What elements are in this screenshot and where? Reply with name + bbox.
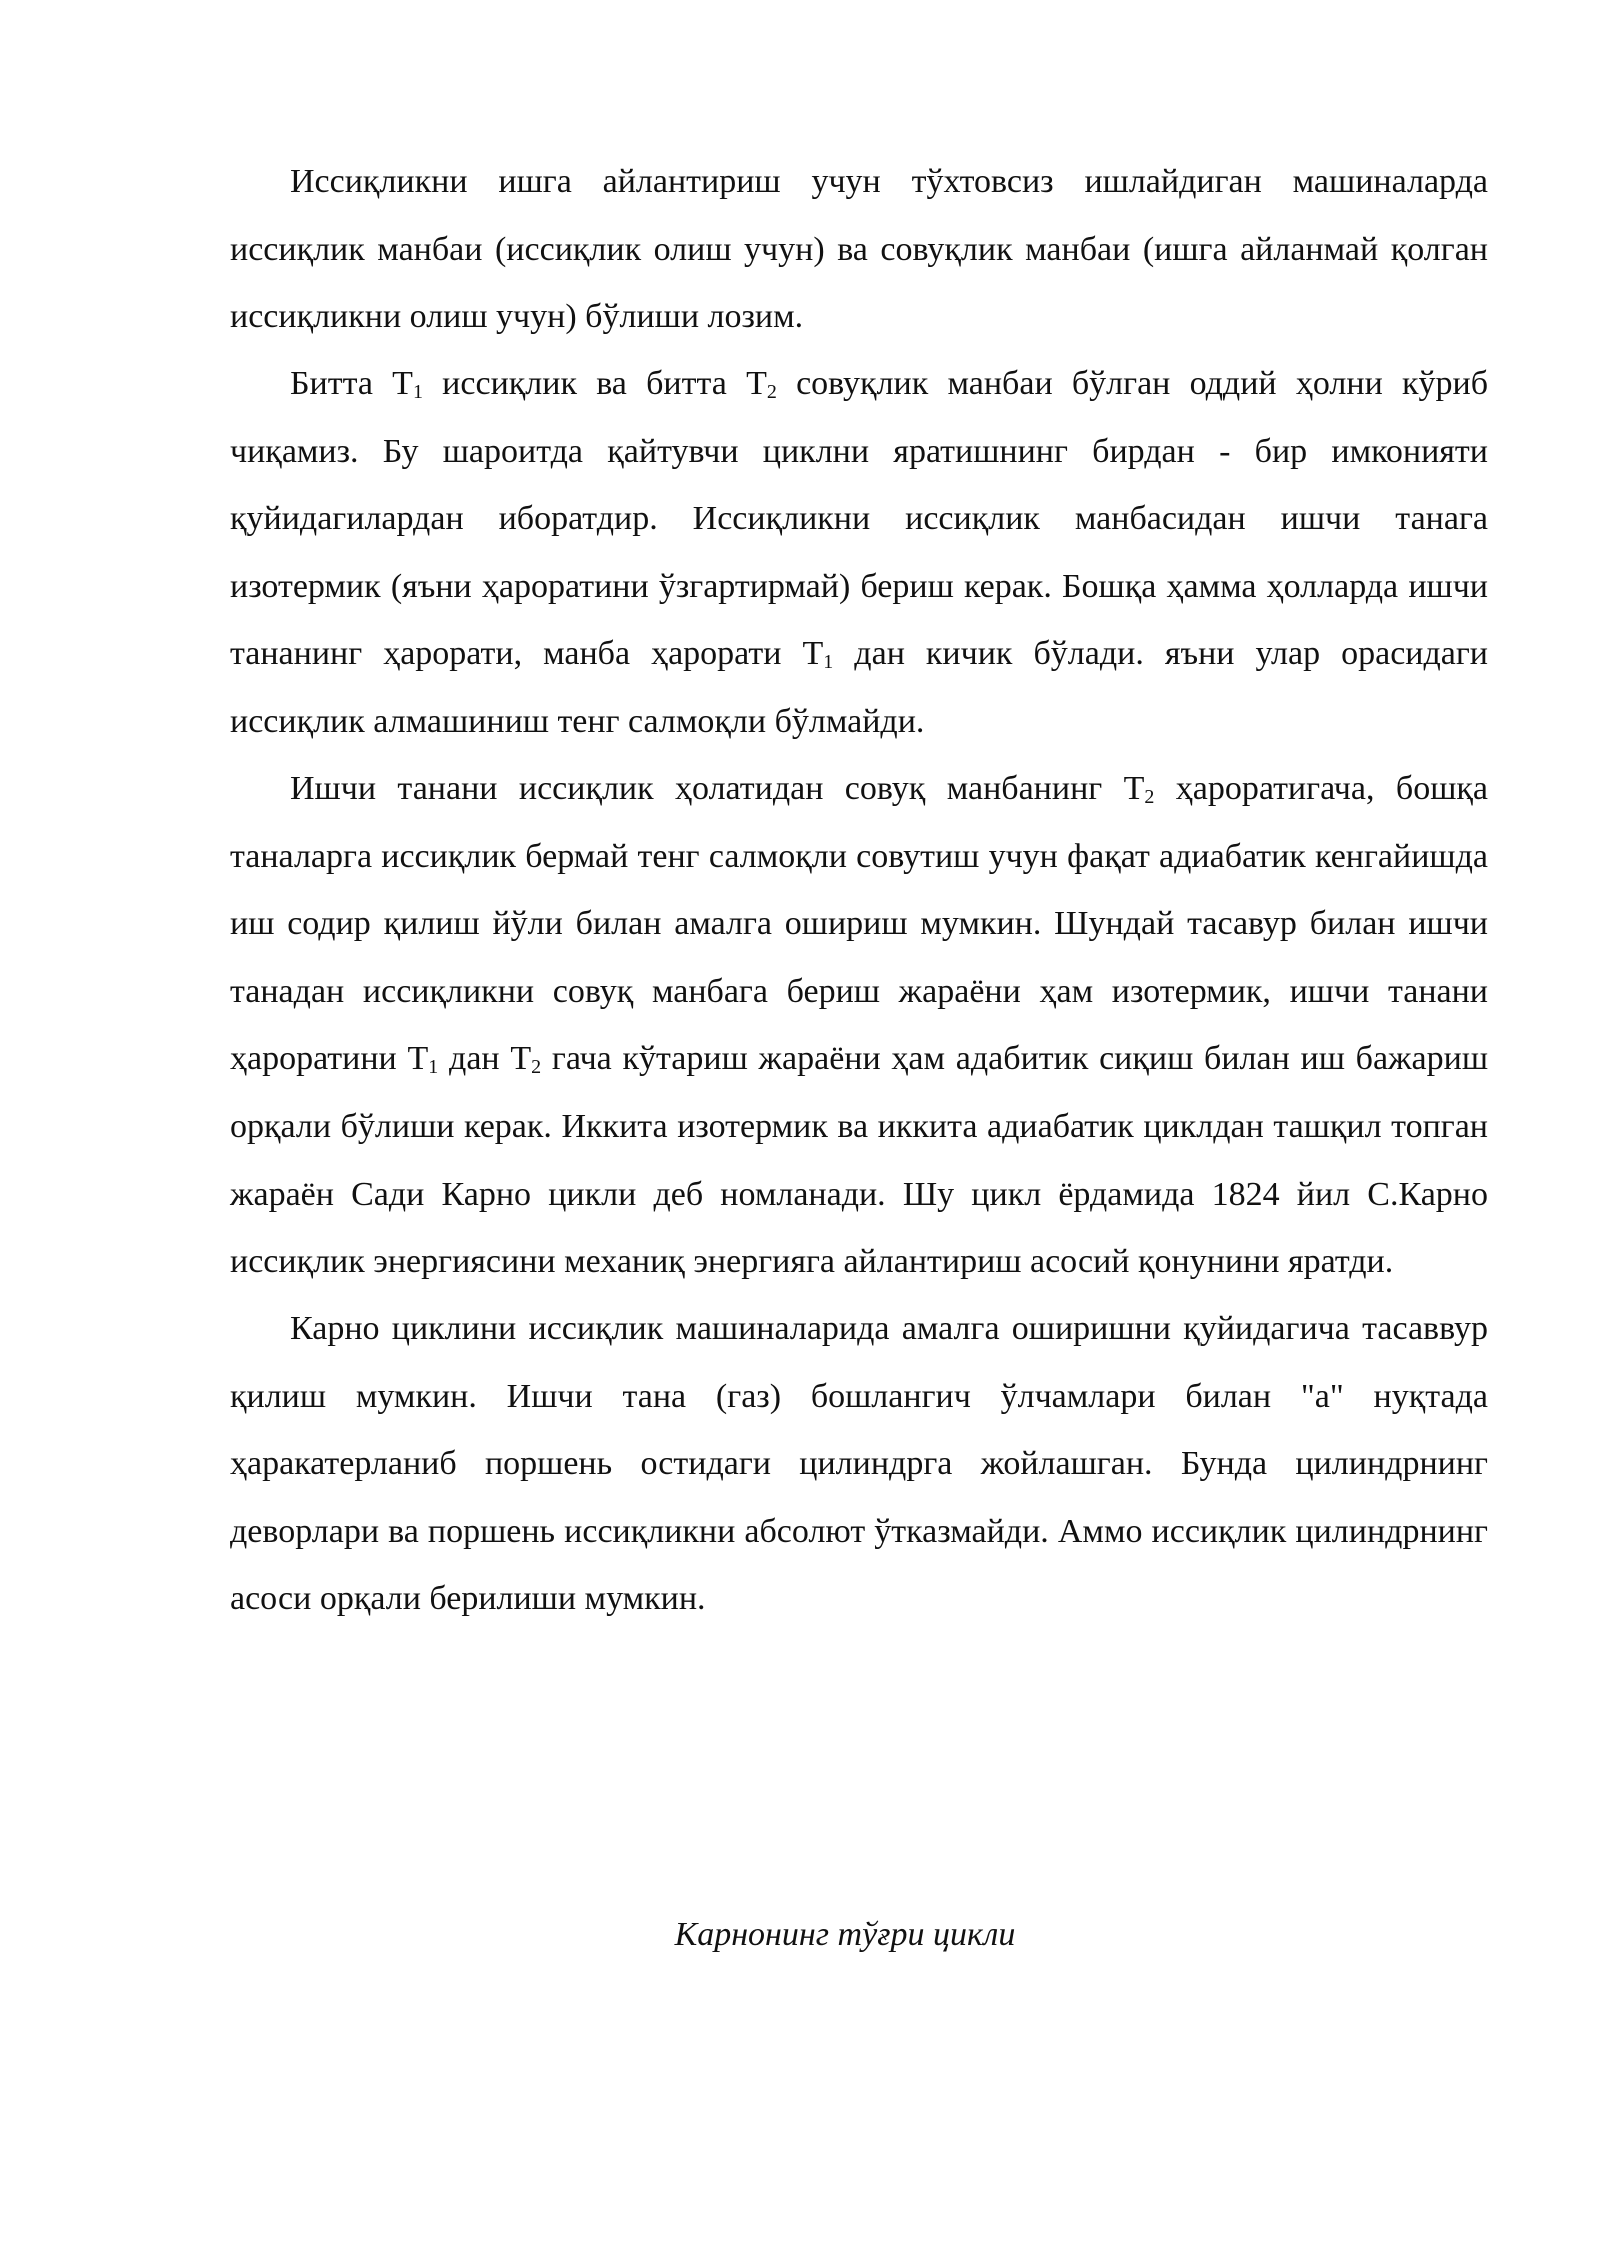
text-run: совуқлик манбаи бўлган оддий ҳолни кўриб чиқамиз. Бу шароитда қайтувчи циклни яратишнинг бирдан - бир имконияти қуйидагилардан иборатдир. Иссиқликни иссиқлик манбасидан ишчи танага изотермик (яъни ҳароратини ўзгартирмай) бериш керак. Бошқа ҳамма ҳолларда ишчи тананинг ҳарорати, манба ҳарорати Т [230, 365, 1489, 673]
subscript: 2 [531, 1056, 542, 1079]
subscript: 2 [766, 381, 777, 403]
paragraph-2 [230, 350, 1488, 756]
text-run: дан Т [438, 1040, 532, 1078]
subscript: 1 [428, 1056, 439, 1079]
paragraph-1: Иссиқликни ишга айлантириш учун тўхтовсиз ишлайдиган машиналарда иссиқлик манбаи (иссиқлик олиш учун) ва совуқлик манбаи (ишга айланмай қолган иссиқликни олиш учун) бўлиши лозим. [230, 163, 1488, 336]
text-run: ҳароратигача, бошқа таналарга иссиқлик бермай тенг салмоқли совутиш учун фақат адиабатик кенгайишда иш содир қилиш йўли билан амалга ошириш мумкин. Шундай тасавур билан ишчи танадан иссиқликни совуқ манбага бериш жараёни ҳам изотермик, ишчи танани ҳароратини Т [230, 770, 1488, 1078]
text-run: дан кичик бўлади. яъни улар орасидаги иссиқлик алмашиниш тенг салмоқли бўлмайди. [230, 635, 1489, 740]
text-run: Битта Т [290, 365, 413, 402]
caption-text: Карнонинг тўғри цикли [674, 1916, 1016, 1953]
paragraph-4: Карно циклини иссиқлик машиналарида амалга оширишни қуйидагича тасаввур қилиш мумкин. Ишчи тана (газ) бошлангич ўлчамлари билан "а" нуқтада ҳаракатерланиб поршень остидаги цилиндрга жойлашган. Бунда цилиндрнинг деворлари ва поршень иссиқликни абсолют ўтказмайди. Аммо иссиқлик цилиндрнинг асоси орқали берилиши мумкин. [230, 1310, 1488, 1618]
text-run: гача кўтариш жараёни ҳам адабитик сиқиш билан иш бажариш орқали бўлиши керак. Иккита изотермик ва иккита адиабатик циклдан ташқил топган жараён Сади Карно цикли деб номланади. Шу цикл ёрдамида 1824 йил С.Карно иссиқлик энергиясини механиқ энергияга айлантириш асосий қонунини яратди. [230, 1040, 1488, 1281]
paragraph-3 [230, 755, 1488, 1296]
text-run: иссиқлик ва битта Т [422, 365, 767, 402]
text-run: Ишчи танани иссиқлик ҳолатидан совуқ манбанинг Т [290, 770, 1145, 807]
subscript: 2 [1144, 786, 1155, 808]
subscript: 1 [412, 381, 423, 403]
figure-caption [0, 1916, 1600, 1954]
subscript: 1 [823, 651, 834, 674]
